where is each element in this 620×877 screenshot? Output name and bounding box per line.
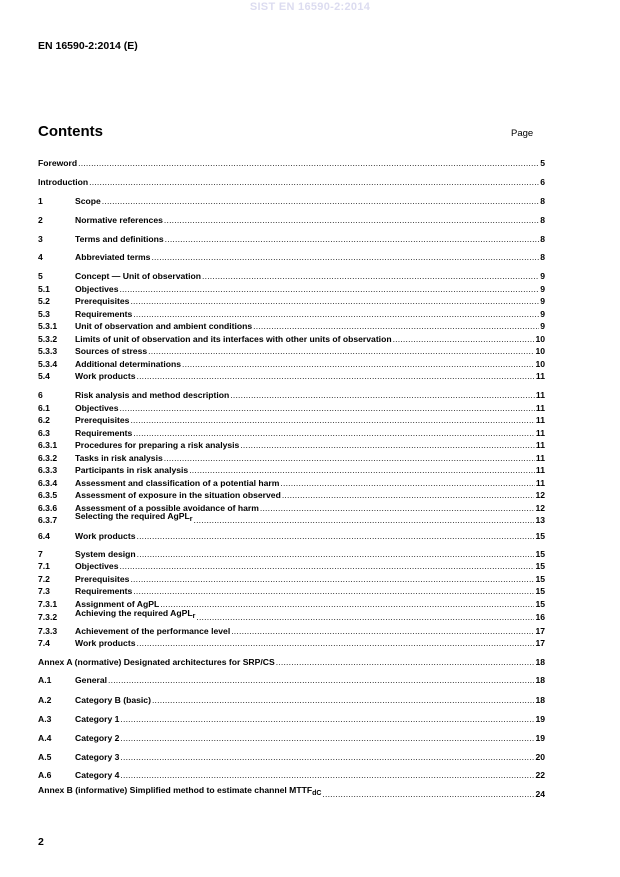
- toc-entry-page: 9: [540, 296, 545, 306]
- toc-entry-number: 6.3.2: [38, 453, 58, 463]
- toc-entry[interactable]: [38, 694, 545, 706]
- toc-entry-number: 6.1: [38, 403, 50, 413]
- toc-leader-dots: [137, 548, 535, 560]
- toc-leader-dots: [120, 713, 534, 725]
- toc-entry-page: 9: [540, 321, 545, 331]
- toc-entry-title: Normative references: [75, 215, 163, 225]
- toc-entry-page: 15: [535, 586, 545, 596]
- toc-entry[interactable]: [38, 157, 545, 169]
- toc-entry-page: 9: [540, 271, 545, 281]
- toc-entry-title: Prerequisites: [75, 296, 130, 306]
- toc-entry-page: 15: [535, 531, 545, 541]
- toc-leader-dots: [152, 694, 535, 706]
- toc-entry-number: 6.2: [38, 415, 50, 425]
- toc-entry[interactable]: [38, 402, 545, 414]
- toc-entry[interactable]: [38, 732, 545, 744]
- toc-entry-page: 24: [535, 789, 545, 799]
- toc-leader-dots: [322, 788, 534, 800]
- toc-entry-page: 18: [535, 695, 545, 705]
- toc-entry-page: 19: [535, 733, 545, 743]
- toc-entry-page: 9: [540, 284, 545, 294]
- toc-entry-title: Category 1: [75, 714, 120, 724]
- toc-leader-dots: [393, 333, 535, 345]
- toc-entry[interactable]: [38, 769, 545, 781]
- toc-entry-title: Objectives: [75, 284, 119, 294]
- toc-entry-page: 17: [535, 626, 545, 636]
- toc-leader-dots: [136, 370, 534, 382]
- toc-entry-number: A.1: [38, 675, 52, 685]
- toc-entry[interactable]: [38, 320, 545, 332]
- toc-entry-page: 11: [535, 453, 545, 463]
- toc-entry-number: A.6: [38, 770, 52, 780]
- toc-entry-title: Foreword: [38, 158, 78, 168]
- toc-entry[interactable]: [38, 195, 545, 207]
- toc-entry-page: 16: [535, 612, 545, 622]
- toc-entry-title: Achieving the required AgPL$_r$: [75, 608, 196, 620]
- toc-leader-dots: [148, 345, 534, 357]
- toc-entry-title: Scope: [75, 196, 101, 206]
- toc-leader-dots: [280, 477, 535, 489]
- toc-entry-number: 6.3.7: [38, 515, 58, 525]
- toc-entry[interactable]: [38, 585, 545, 597]
- toc-entry-page: 6: [540, 177, 545, 187]
- toc-entry[interactable]: [38, 477, 545, 489]
- toc-entry-title: General: [75, 675, 108, 685]
- toc-entry-title: Annex A (normative) Designated architectures for SRP/CS: [38, 657, 275, 667]
- toc-entry-number: 7.3: [38, 586, 50, 596]
- toc-entry-title: Limits of unit of observation and its interfaces with other units of observation: [75, 334, 392, 344]
- toc-leader-dots: [276, 656, 535, 668]
- toc-entry[interactable]: [38, 608, 545, 623]
- toc-entry-page: 8: [540, 252, 545, 262]
- toc-entry-page: 11: [535, 478, 545, 488]
- toc-entry-title: Participants in risk analysis: [75, 465, 189, 475]
- toc-entry-title: Abbreviated terms: [75, 252, 151, 262]
- toc-leader-dots: [130, 573, 534, 585]
- toc-leader-dots: [182, 358, 534, 370]
- toc-entry-number: 6.3.1: [38, 440, 58, 450]
- toc-entry-number: 7.2: [38, 574, 50, 584]
- toc-entry-title: Introduction: [38, 177, 89, 187]
- toc-entry[interactable]: [38, 358, 545, 370]
- toc-entry[interactable]: [38, 511, 545, 526]
- toc-entry-page: 11: [535, 371, 545, 381]
- toc-entry[interactable]: [38, 345, 545, 357]
- toc-entry-number: 5: [38, 271, 43, 281]
- contents-title: Contents: [38, 123, 103, 140]
- toc-entry-page: 11: [535, 428, 545, 438]
- toc-entry-page: 15: [535, 549, 545, 559]
- toc-leader-dots: [119, 402, 534, 414]
- toc-leader-dots: [130, 295, 539, 307]
- toc-entry[interactable]: [38, 333, 545, 345]
- toc-leader-dots: [89, 176, 539, 188]
- toc-leader-dots: [260, 502, 535, 514]
- toc-entry[interactable]: [38, 548, 545, 560]
- toc-entry-number: 4: [38, 252, 43, 262]
- toc-leader-dots: [108, 674, 534, 686]
- toc-entry[interactable]: [38, 389, 545, 401]
- toc-entry[interactable]: [38, 452, 545, 464]
- toc-entry-subscript: r: [189, 516, 193, 523]
- toc-entry-title: Work products: [75, 638, 136, 648]
- toc-entry-page: 12: [535, 490, 545, 500]
- toc-entry[interactable]: [38, 439, 545, 451]
- toc-entry-number: 6: [38, 390, 43, 400]
- toc-entry[interactable]: [38, 674, 545, 686]
- toc-entry-number: 7.4: [38, 638, 50, 648]
- toc-entry[interactable]: [38, 176, 545, 188]
- toc-leader-dots: [194, 514, 535, 526]
- toc-entry-page: 8: [540, 196, 545, 206]
- toc-entry-title: Assessment of exposure in the situation observed: [75, 490, 281, 500]
- toc-entry-title: Requirements: [75, 586, 133, 596]
- toc-leader-dots: [120, 769, 534, 781]
- toc-entry-number: 5.4: [38, 371, 50, 381]
- toc-leader-dots: [165, 233, 540, 245]
- toc-entry-number: 5.2: [38, 296, 50, 306]
- toc-entry[interactable]: [38, 751, 545, 763]
- toc-leader-dots: [160, 598, 534, 610]
- toc-leader-dots: [136, 530, 534, 542]
- toc-leader-dots: [151, 251, 539, 263]
- toc-entry-title: Objectives: [75, 403, 119, 413]
- toc-entry-title: Sources of stress: [75, 346, 148, 356]
- toc-entry-title: Achievement of the performance level: [75, 626, 231, 636]
- toc-entry-number: 7.3.2: [38, 612, 58, 622]
- toc-entry-number: 5.3.4: [38, 359, 58, 369]
- toc-entry-title: Selecting the required AgPL$_r$: [75, 511, 193, 523]
- toc-entry[interactable]: [38, 427, 545, 439]
- toc-entry-number: 2: [38, 215, 43, 225]
- toc-entry-page: 11: [535, 390, 545, 400]
- toc-entry-title: Procedures for preparing a risk analysis: [75, 440, 240, 450]
- toc-entry-page: 11: [535, 403, 545, 413]
- toc-entry-page: 22: [535, 770, 545, 780]
- toc-entry[interactable]: [38, 489, 545, 501]
- toc-entry-title: Requirements: [75, 309, 133, 319]
- toc-leader-dots: [78, 157, 539, 169]
- toc-entry-page: 20: [535, 752, 545, 762]
- toc-entry-page: 9: [540, 309, 545, 319]
- toc-entry-page: 12: [535, 503, 545, 513]
- toc-entry-title: Unit of observation and ambient conditions: [75, 321, 253, 331]
- toc-entry-number: 6.3.6: [38, 503, 58, 513]
- toc-entry-page: 15: [535, 599, 545, 609]
- toc-entry-page: 11: [535, 415, 545, 425]
- toc-entry[interactable]: [38, 560, 545, 572]
- toc-leader-dots: [202, 270, 539, 282]
- toc-entry[interactable]: [38, 530, 545, 542]
- toc-entry[interactable]: [38, 295, 545, 307]
- toc-leader-dots: [136, 637, 534, 649]
- toc-entry-title: Work products: [75, 371, 136, 381]
- toc-entry-page: 11: [535, 465, 545, 475]
- toc-leader-dots: [119, 283, 539, 295]
- toc-leader-dots: [189, 464, 535, 476]
- toc-entry-page: 15: [535, 561, 545, 571]
- toc-leader-dots: [230, 389, 535, 401]
- toc-entry-title: System design: [75, 549, 136, 559]
- toc-entry-title: Terms and definitions: [75, 234, 164, 244]
- toc-entry-number: 3: [38, 234, 43, 244]
- toc-entry[interactable]: [38, 283, 545, 295]
- toc-leader-dots: [196, 611, 534, 623]
- toc-entry-page: 8: [540, 234, 545, 244]
- toc-entry[interactable]: [38, 637, 545, 649]
- toc-entry-number: 6.3.5: [38, 490, 58, 500]
- toc-entry-title: Category B (basic): [75, 695, 151, 705]
- toc-leader-dots: [240, 439, 535, 451]
- toc-entry-page: 10: [535, 359, 545, 369]
- toc-entry-number: 5.3.3: [38, 346, 58, 356]
- toc-entry-page: 18: [535, 675, 545, 685]
- toc-entry[interactable]: [38, 214, 545, 226]
- toc-entry-page: 19: [535, 714, 545, 724]
- toc-entry-number: 5.1: [38, 284, 50, 294]
- toc-entry[interactable]: [38, 785, 545, 800]
- toc-entry[interactable]: [38, 270, 545, 282]
- toc-entry-title: Risk analysis and method description: [75, 390, 230, 400]
- toc-entry-title: Category 3: [75, 752, 120, 762]
- toc-entry-number: 7.3.1: [38, 599, 58, 609]
- toc-entry-number: 5.3: [38, 309, 50, 319]
- toc-entry-title: Requirements: [75, 428, 133, 438]
- toc-leader-dots: [164, 214, 539, 226]
- toc-leader-dots: [102, 195, 539, 207]
- toc-entry-number: 5.3.1: [38, 321, 58, 331]
- toc-entry-title: Additional determinations: [75, 359, 181, 369]
- page-number: 2: [38, 836, 44, 848]
- toc-entry-number: 6.4: [38, 531, 50, 541]
- toc-leader-dots: [133, 585, 534, 597]
- toc-entry[interactable]: [38, 251, 545, 263]
- toc-entry-number: 5.3.2: [38, 334, 58, 344]
- toc-entry-number: 1: [38, 196, 43, 206]
- toc-entry-page: 13: [535, 515, 545, 525]
- toc-entry-number: 7.1: [38, 561, 50, 571]
- toc-entry-number: 7.3.3: [38, 626, 58, 636]
- toc-entry-page: 11: [535, 440, 545, 450]
- toc-entry-number: A.2: [38, 695, 52, 705]
- document-id: EN 16590-2:2014 (E): [38, 40, 138, 52]
- toc-leader-dots: [120, 751, 534, 763]
- toc-entry[interactable]: [38, 370, 545, 382]
- toc-entry-number: 7: [38, 549, 43, 559]
- toc-entry-number: 6.3.3: [38, 465, 58, 475]
- toc-entry-number: 6.3: [38, 428, 50, 438]
- toc-entry[interactable]: [38, 656, 545, 668]
- toc-entry-page: 15: [535, 574, 545, 584]
- toc-entry[interactable]: [38, 233, 545, 245]
- toc-entry-page: 8: [540, 215, 545, 225]
- toc-leader-dots: [164, 452, 535, 464]
- toc-entry-page: 17: [535, 638, 545, 648]
- watermark: SIST EN 16590-2:2014: [249, 1, 371, 13]
- toc-entry-page: 10: [535, 334, 545, 344]
- toc-entry[interactable]: [38, 464, 545, 476]
- toc-leader-dots: [120, 732, 534, 744]
- toc-entry-page: 18: [535, 657, 545, 667]
- toc-entry[interactable]: [38, 414, 545, 426]
- toc-entry-title: Concept — Unit of observation: [75, 271, 202, 281]
- toc-leader-dots: [133, 308, 539, 320]
- toc-leader-dots: [282, 489, 535, 501]
- toc-entry-title: Tasks in risk analysis: [75, 453, 163, 463]
- toc-entry[interactable]: [38, 308, 545, 320]
- toc-entry[interactable]: [38, 625, 545, 637]
- toc-entry[interactable]: [38, 573, 545, 585]
- toc-entry-title: Prerequisites: [75, 574, 130, 584]
- page-column-label: Page: [511, 128, 534, 139]
- toc-entry-number: A.4: [38, 733, 52, 743]
- toc-entry-title: Assignment of AgPL: [75, 599, 160, 609]
- toc-entry-title: Prerequisites: [75, 415, 130, 425]
- toc-entry-title: Category 4: [75, 770, 120, 780]
- toc-entry-page: 10: [535, 346, 545, 356]
- toc-leader-dots: [119, 560, 534, 572]
- toc-entry-subscript: r: [192, 613, 196, 620]
- toc-entry-page: 5: [540, 158, 545, 168]
- toc-entry-title: Category 2: [75, 733, 120, 743]
- toc-entry-number: A.3: [38, 714, 52, 724]
- toc-entry-title: Assessment and classification of a potential harm: [75, 478, 280, 488]
- toc-entry-title: Work products: [75, 531, 136, 541]
- toc-leader-dots: [231, 625, 534, 637]
- toc-entry-title: Objectives: [75, 561, 119, 571]
- toc-leader-dots: [133, 427, 535, 439]
- toc-entry-title: Annex B (informative) Simplified method to estimate channel $MTTF_{dC}$: [38, 785, 322, 797]
- toc-entry-title: Assessment of a possible avoidance of harm: [75, 503, 259, 513]
- toc-entry-number: 6.3.4: [38, 478, 58, 488]
- toc-entry[interactable]: [38, 713, 545, 725]
- toc-leader-dots: [253, 320, 539, 332]
- toc-leader-dots: [130, 414, 534, 426]
- toc-entry-subscript: dC: [312, 790, 322, 797]
- toc-entry-number: A.5: [38, 752, 52, 762]
